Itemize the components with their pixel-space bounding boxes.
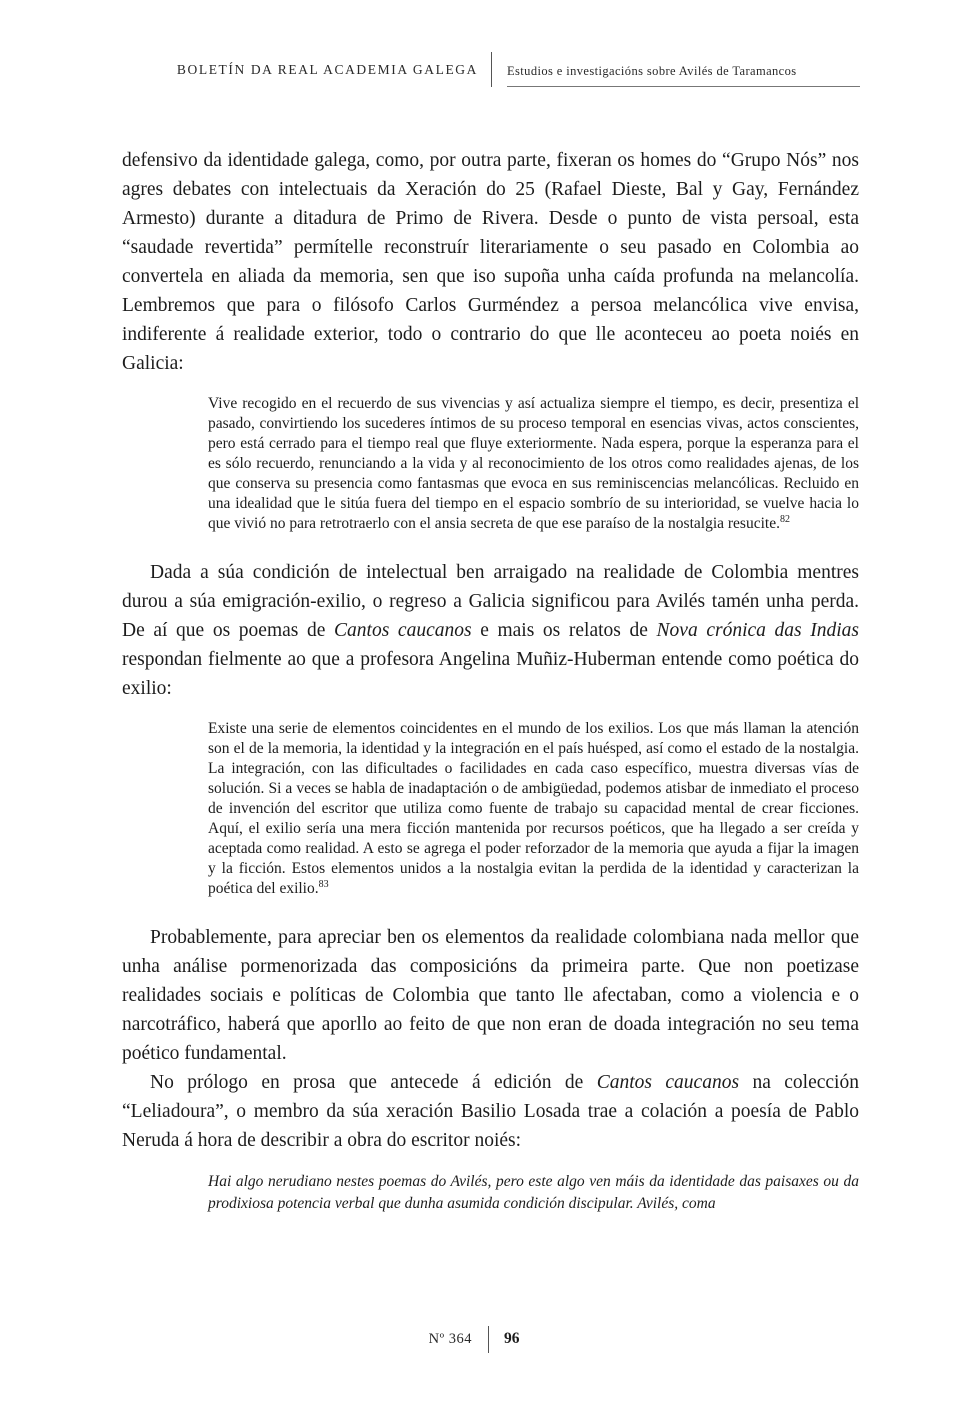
paragraph-4-seg-0: No prólogo en prosa que antecede á edición de	[150, 1072, 597, 1093]
blockquote-1	[208, 394, 859, 534]
journal-title: BOLETÍN DA REAL ACADEMIA GALEGA	[176, 62, 478, 77]
blockquote-3-text: Hai algo nerudiano nestes poemas do Avilés, pero este algo ven máis da identidade das paisaxes ou da prodixiosa potencia verbal que dunha asumida condición discipular. Avilés, coma	[208, 1173, 859, 1212]
header-rule	[507, 86, 860, 87]
paragraph-3-text: Probablemente, para apreciar ben os elementos da realidade colombiana nada mellor que unha análise pormenorizada das composicións da primeira parte. Que non poetizase realidades sociais e políticas de Colombia que tanto lle afectaban, como a violencia e o narcotráfico, haberá que aporllo ao feito de que non eran de doada integración no seu tema poético fundamental.	[122, 927, 859, 1064]
header-divider	[491, 52, 492, 87]
paragraph-3	[122, 923, 859, 1068]
footnote-ref-83: 83	[318, 878, 329, 890]
paragraph-2-seg-4: respondan fielmente ao que a profesora Angelina Muñiz-Huberman entende como poética do exilio:	[122, 649, 859, 699]
paragraph-4-seg-2: na colección “Leliadoura”, o membro da súa xeración Basilio Losada trae a colación a poesía de Pablo Neruda á hora de describir a obra do escritor noiés:	[122, 1072, 859, 1151]
page-number: 96	[504, 1330, 520, 1347]
paragraph-1	[122, 146, 859, 378]
body-text	[122, 146, 859, 1215]
blockquote-3	[208, 1171, 859, 1215]
paragraph-4	[122, 1068, 859, 1155]
blockquote-2-text: Existe una serie de elementos coincidentes en el mundo de los exilios. Los que más llaman la atención son el de la memoria, la identidad y la integración en el país huésped, así como el estado de la nostalgia. La integración, con las dificultades o facilidades en cada caso específico, muestra diversas vías de solución. Si a veces se habla de inadaptación o de ambigüedad, podemos atisbar de inmediato el proceso de invención del escritor que utiliza como fuente de trabajo su capacidad mental de crear ficciones. Aquí, el exilio sería una mera ficción mantenida por recursos poéticos, que ha llegado a ser creída y aceptada como realidad. A esto se agrega el poder reforzador de la memoria que ayuda a fijar la imagen y la ficción. Estos elementos unidos a la nostalgia evitan la perdida de la identidad y caracterizan la poética del exilio.	[208, 720, 859, 897]
paragraph-1-text: defensivo da identidade galega, como, por outra parte, fixeran os homes do “Grupo Nós” nos agres debates con intelectuais da Xeración do 25 (Rafael Dieste, Bal y Gay, Fernández Armesto) durante a ditadura de Primo de Rivera. Desde o punto de vista persoal, esta “saudade revertida” permítelle reconstruír literariamente o seu pasado en Colombia ao convertela en aliada da memoria, sen que iso supoña unha caída profunda na melancolía. Lembremos que para o filósofo Carlos Gurméndez a persoa melancólica vive envisa, indiferente á realidade exterior, todo o contrario do que lle aconteceu ao poeta noiés en Galicia:	[122, 150, 859, 374]
paragraph-2	[122, 558, 859, 703]
footer-divider	[488, 1326, 489, 1353]
issue-number: Nº 364	[428, 1331, 472, 1347]
paragraph-2-seg-2: e mais os relatos de	[471, 620, 657, 641]
blockquote-1-text: Vive recogido en el recuerdo de sus vivencias y así actualiza siempre el tiempo, es decir, presentiza el pasado, convirtiendo los sucederes íntimos de su proceso temporal en esencias vivas, actos conscientes, pero está cerrado para el tiempo real que fluye exteriormente. Nada espera, porque la esperanza para el es sólo recuerdo, renunciando a la vida y al reconocimiento de los otros como realidades ajenas, de los que conserva su presencia como fantasmas que evoca en sus reminiscencias melancólicas. Recluido en una idealidad que le sitúa fuera del tiempo en el espacio sombrío de su interioridad, se vuelve hacia lo que vivió no para retrotraerlo con el ansia secreta de que ese paraíso de la nostalgia resucite.	[208, 395, 859, 532]
work-title-cantos-caucanos: Cantos caucanos	[334, 620, 472, 641]
blockquote-2	[208, 719, 859, 899]
work-title-cantos-caucanos-2: Cantos caucanos	[596, 1072, 740, 1093]
paragraph-2-seg-0: Dada a súa condición de intelectual ben arraigado na realidade de Colombia mentres durou a súa emigración-exilio, o regreso a Galicia significou para Avilés tamén unha perda. De aí que os poemas de	[122, 562, 859, 641]
footnote-ref-82: 82	[779, 513, 790, 525]
section-title: Estudios e investigacións sobre Avilés de Taramancos	[507, 64, 797, 78]
work-title-nova-cronica-das-indias: Nova crónica das Indias	[656, 620, 859, 641]
